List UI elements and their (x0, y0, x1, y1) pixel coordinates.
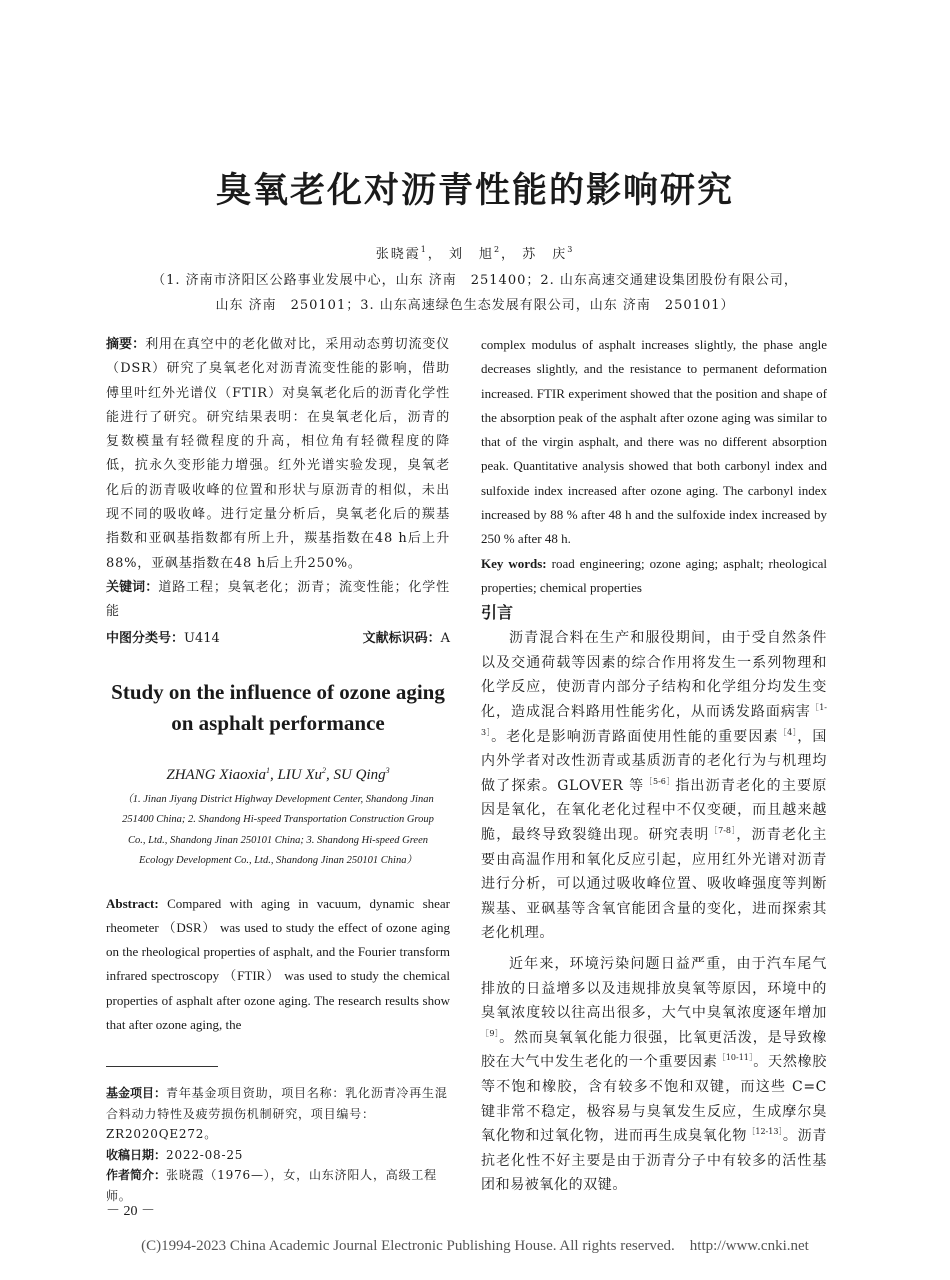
abstract-cn-label: 摘要： (106, 337, 146, 352)
author-affil-mark: 2 (493, 245, 502, 254)
keywords-cn-label: 关键词： (106, 579, 159, 595)
affiliations-en: （1. Jinan Jiyang District Highway Development Center, Shandong Jinan 251400 China; 2. Shandong Hi-speed Transportation Construction Group Co., Ltd., Shandong Jinan 250101 China; 3. Shandong Hi-speed Green Ecology Development Co., Ltd., Shandong Jinan 250101 China） (122, 793, 434, 867)
citation[interactable]: ［5-6］ (644, 776, 676, 786)
footnotes (106, 1083, 450, 1206)
keywords-en: Key words: road engineering; ozone aging; asphalt; rheological properties; chemical properties (481, 555, 827, 595)
citation[interactable]: ［4］ (778, 727, 798, 737)
received-date: 收稿日期：2022-08-25 (106, 1147, 244, 1162)
author-name: 苏 庆 (522, 247, 568, 262)
citation[interactable]: ［10-11］ (717, 1053, 754, 1063)
author-bio: 作者简介：张晓霞（1976—），女，山东济阳人，高级工程师。 (106, 1168, 437, 1203)
document-code: 文献标识码：A (362, 630, 450, 646)
citation[interactable]: ［9］ (481, 1028, 500, 1038)
author-affil-mark: 1 (420, 245, 428, 254)
author-name: 刘 旭 (448, 247, 494, 262)
affiliation-line: （1. 济南市济阳区公路事业发展中心，山东 济南 251400；2. 山东高速交通建设集团股份有限公司， (152, 273, 798, 288)
intro-paragraph-1: 沥青混合料在生产和服役期间，由于受自然条件以及交通荷载等因素的综合作用将发生一系列物理和化学反应，使沥青内部分子结构和化学组分均发生变化，造成混合料路用性能劣化，从而诱发路面病害$^{[1-3]}$。老化是影响沥青路面使用性能的重要因素$^{[4]}$，国内外学者对改性沥青或基质沥青的老化行为与机理均做了探索。GLOVER 等$^{[5-6]}$指出沥青老化的主要原因是氧化，在氧化老化过程中不仅变硬，而且越来越脆，最终导致裂缝出现。研究表明$^{[7-8]}$，沥青老化主要由高温作用和氧化反应引起，应用红外光谱对沥青进行分析，可以通过吸收峰位置、吸收峰强度等判断羰基、亚砜基等含氧官能团含量的变化，进而探索其老化机理。 (481, 630, 828, 942)
abstract-cn (106, 333, 450, 576)
english-title: Study on the influence of ozone aging on asphalt performance (111, 679, 445, 735)
intro-paragraph-2: 近年来，环境污染问题日益严重，由于汽车尾气排放的日益增多以及违规排放臭氧等原因，环境中的臭氧浓度较以往高出很多，大气中臭氧浓度逐年增加$^{[9]}$。然而臭氧氧化能力很强，比氧更活泼，是导致橡胶在大气中发生老化的一个重要因素$^{[10-11]}$。天然橡胶等不饱和橡胶，含有较多不饱和双键，而这些 C=C 键非常不稳定，极容易与臭氧发生反应，生成摩尔臭氧化物和过氧化物，进而再生成臭氧化物$^{[12-13]}$。沥青抗老化性不好主要是由于沥青分子中有较多的活性基团和易被氧化的双键。 (481, 955, 828, 1194)
author-name: 张晓霞 (375, 247, 421, 262)
clc-code: 中图分类号：U414 (106, 630, 220, 646)
keywords-en-label: Key words: (481, 555, 547, 571)
right-column (481, 333, 827, 1198)
keywords-cn (106, 576, 450, 625)
affiliations-cn (100, 268, 850, 318)
section-heading-intro: 引言 (481, 603, 514, 623)
copyright-notice: (C)1994-2023 China Academic Journal Electronic Publishing House. All rights reserved. http://www.cnki.net (141, 1238, 809, 1254)
footnote-divider (106, 1066, 218, 1067)
author-affil-mark: 3 (567, 245, 575, 254)
authors-en: ZHANG Xiaoxia$^1$, LIU Xu$^2$, SU Qing$^3$ (166, 765, 390, 783)
abstract-en-label: Abstract: (106, 895, 159, 911)
keywords-cn-text: 道路工程；臭氧老化；沥青；流变性能；化学性能 (106, 579, 450, 620)
authors-cn: 张晓霞$^1$， 刘 旭$^2$， 苏 庆$^3$ (375, 245, 575, 262)
abstract-en-part2: complex modulus of asphalt increases slightly, the phase angle decreases slightly, and the resistance to permanent deformation increased. FTIR experiment showed that the position and shape of the absorption peak of the asphalt after ozone aging was similar to that of the virgin asphalt, and there was no different absorption peak. Quantitative analysis showed that both carbonyl index and sulfoxide index increased after ozone aging. The carbonyl index increased by 88 % after 48 h and the sulfoxide index increased by 250 % after 48 h. (481, 337, 827, 547)
citation[interactable]: ［12-13］ (747, 1127, 783, 1137)
affiliation-line: 山东 济南 250101；3. 山东高速绿色生态发展有限公司，山东 济南 250101） (215, 298, 735, 313)
abstract-en-part1: Abstract: Compared with aging in vacuum, dynamic shear rheometer （DSR） was used to study the effect of ozone aging on the rheological properties of asphalt, and the Fourier transform infrared spectroscopy （FTIR） was used to study the chemical properties of asphalt after ozone aging. The research results show that after ozone aging, the (106, 895, 451, 1033)
citation[interactable]: ［1-3］ (481, 703, 827, 737)
citation[interactable]: ［7-8］ (709, 826, 737, 836)
paper-title: 臭氧老化对沥青性能的影响研究 (215, 171, 734, 211)
abstract-cn-text: 利用在真空中的老化做对比，采用动态剪切流变仪（DSR）研究了臭氧老化对沥青流变性能的影响，借助傅里叶红外光谱仪（FTIR）对臭氧老化后的沥青化学性能进行了研究。研究结果表明：在臭氧老化后，沥青的复数模量有轻微程度的升高，相位角有轻微程度的降低，抗永久变形能力增强。红外光谱实验发现，臭氧老化后的沥青吸收峰的位置和形状与原沥青的相似，未出现不同的吸收峰。进行定量分析后，臭氧老化后的羰基指数和亚砜基指数都有所上升，羰基指数在48 h后上升88%，亚砜基指数在48 h后上升250%。 (106, 337, 450, 571)
fund-note: 基金项目：青年基金项目资助，项目名称：乳化沥青冷再生混合料动力特性及疲劳损伤机制研究，项目编号：ZR2020QE272。 (106, 1086, 448, 1142)
left-column (106, 333, 450, 1206)
page-number: － 20 － (106, 1204, 155, 1219)
classification-row (106, 627, 450, 651)
